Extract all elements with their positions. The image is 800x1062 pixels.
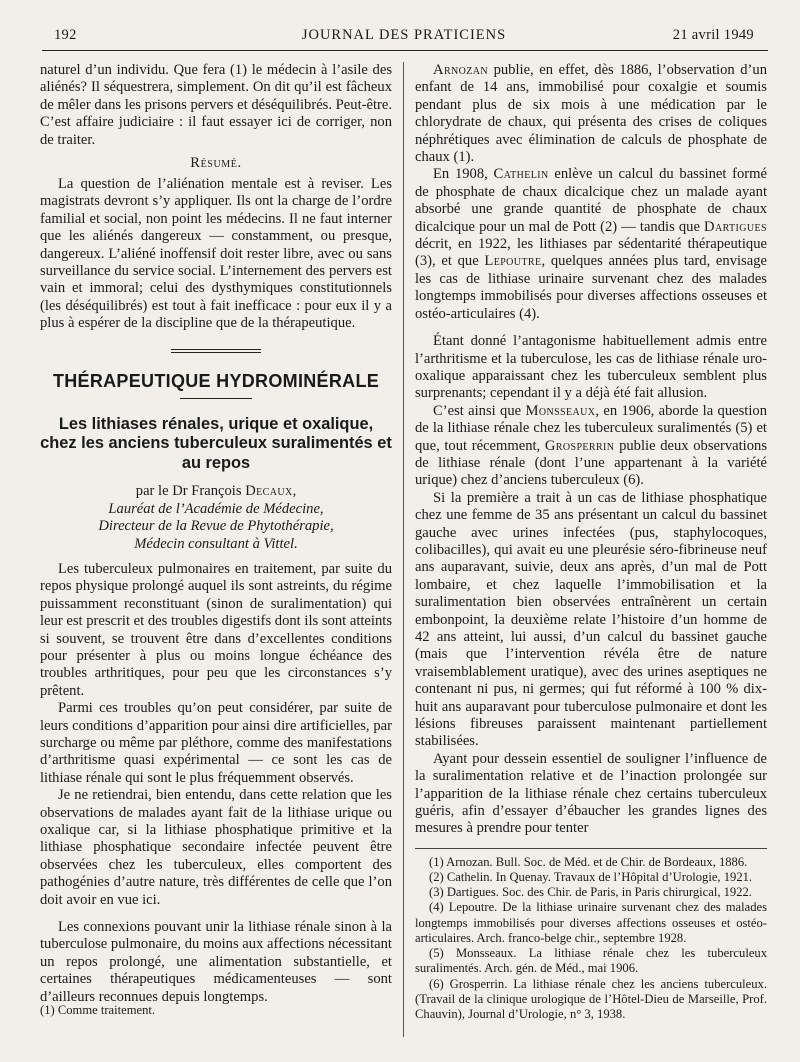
credential-line: Directeur de la Revue de Phytothérapie, xyxy=(98,518,334,535)
header-rule xyxy=(42,50,768,51)
author-credentials xyxy=(40,501,392,553)
footnote: (3) Dartigues. Soc. des Chir. de Paris, in Paris chirurgical, 1922. xyxy=(429,885,752,900)
credential-line: Lauréat de l’Académie de Médecine, xyxy=(108,500,324,517)
footnote: (2) Cathelin. In Quenay. Travaux de l’Hôpital d’Urologie, 1921. xyxy=(429,870,753,885)
byline-suffix: , xyxy=(292,483,297,500)
body-paragraph: Les connexions pouvant unir la lithiase rénale sinon à la tuberculose pulmonaire, du moins aux affections nécessitant un repos prolongé, une alimentation substantielle, et certaines thérapeutiques médicamenteuses — sont d’ailleurs reconnues depuis longtemps. xyxy=(40,919,392,1005)
body-paragraph: C’est ainsi que Monsseaux, en 1906, aborde la question de la lithiase rénale chez les tuberculeux suralimentés (5) et que, tout récemment, Grosperrin publie deux observations de lithiase rénale (dont l’une appartenant à la variété urique) chez d’anciens tuberculeux (6). xyxy=(415,402,767,489)
cited-author: Dartigues xyxy=(704,218,767,235)
page-number: 192 xyxy=(54,27,77,43)
footnote: (5) Monsseaux. La lithiase rénale chez les tuberculeux suralimentés. Arch. gén. de Méd., mai 1906. xyxy=(415,946,767,976)
right-column xyxy=(415,62,767,1022)
body-paragraph: Étant donné l’antagonisme habituellement admis entre l’arthritisme et la tuberculose, les cas de lithiase rénale uro-oxalique apparaissant chez les tuberculeux semblent plus surprenants; cependant il y a déjà été fait allusion. xyxy=(415,333,767,402)
intro-paragraph: naturel d’un individu. Que fera (1) le médecin à l’asile des aliénés? Il séquestrera, simplement. On dit qu’il est fâcheux de mêler dans les prisons pervers et déséquilibrés. Peut-être. C’est affaire judiciaire : il faut essayer ici de corriger, non de traiter. xyxy=(40,62,392,148)
resume-paragraph: La question de l’aliénation mentale est à reviser. Les magistrats devront s’y appliquer. Ils ont la charge de l’ordre familial et social, non point les médecins. Il ne faut interner que les aliénés dangereux — constamment, ou presque, dangereux. L’aliéné inoffensif doit rester libre, avec ou sans surveillance du service social. L’internement des pervers est vain et immoral; celui des dysthymiques constitutionnels (les déséquilibrés) est tout à fait inefficace : pour eux il y a plus à espérer de la discipline que de la thérapeutique. xyxy=(40,176,392,332)
section-title: THÉRAPEUTIQUE HYDROMINÉRALE xyxy=(52,370,380,391)
footnotes xyxy=(415,855,767,1022)
article-title: Les lithiases rénales, urique et oxalique, chez les anciens tuberculeux suralimentés et au repos xyxy=(40,414,392,472)
left-footnote: (1) Comme traitement. xyxy=(40,1003,156,1017)
body-paragraph: Parmi ces troubles qu’on peut considérer, par suite de leurs conditions d’apparition pour ainsi dire artificielles, par surcharge ou même par pléthore, comme des manifestations d’arthritisme quasi expérimental — ce sont les cas de lithiase rénale qui sont le plus fréquemment observés. xyxy=(40,700,392,786)
body-paragraph: Si la première a trait à un cas de lithiase phosphatique chez une femme de 35 ans présentant un calcul du bassinet gauche avec urines infectées (pus, staphylocoques, colibacilles), qui avait eu une pleurésie séro-fibrineuse neuf ans auparavant, suivie, deux ans après, d’un mal de Pott lombaire, et chez laquelle l’immobilisation et la suralimentation bien observées entraînèrent un certain embonpoint, la deuxième relate l’histoire d’un homme de 42 ans atteint, lui aussi, d’un calcul du bassinet gauche (mais que l’intervention révéla être de nature vraisemblablement uratique), avec des urines aseptiques ne contenant ni pus, ni germes; qui fut réformé à 100 % dix-huit ans auparavant pour tuberculose pulmonaire et dont les lésions fibreuses paraissent maintenant partiellement stabilisées. xyxy=(415,489,767,750)
byline xyxy=(40,483,392,501)
section-title-rule xyxy=(180,398,252,399)
cited-author: Cathelin xyxy=(493,166,549,183)
resume-heading: Résumé. xyxy=(190,155,242,172)
body-paragraph: Ayant pour dessein essentiel de souligner l’influence de la suralimentation relative et de l’inaction prolongée sur l’apparition de la lithiase rénale chez certains tuberculeux guéris, afin d’essayer d’ébaucher les grandes lignes des mesures à prendre pour tenter xyxy=(415,750,767,837)
body-paragraph: Les tuberculeux pulmonaires en traitement, par suite du repos physique prolongé auquel ils sont astreints, du régime puissamment reconstituant (sinon de suralimentation) qui leur est prescrit et des troubles digestifs dont ils sont atteints si souvent, se trouvent être dans d’excellentes conditions pour présenter à plus ou moins longue échéance des troubles arthritiques, pour peu que les circonstances s’y prêtent. xyxy=(40,560,392,699)
left-column xyxy=(40,62,392,1006)
body-paragraph: Je ne retiendrai, bien entendu, dans cette relation que les observations de malades ayant fait de la lithiase urique ou oxalique car, si la lithiase phosphatique primitive et la lithiase phosphatique secondaire infectée peuvent être observées chez les tuberculeux, elles comportent des pathogénies d’autre nature, très différentes de celle que l’on doit avoir en vue ici. xyxy=(40,787,392,908)
page-header xyxy=(40,25,768,47)
byline-prefix: par le Dr François xyxy=(135,483,246,500)
cited-author: Grosperrin xyxy=(544,437,615,454)
section-separator xyxy=(171,349,261,353)
cited-author: Lepoutre xyxy=(484,253,542,270)
body-paragraph: Arnozan publie, en effet, dès 1886, l’observation d’un enfant de 14 ans, immobilisé pour coxalgie et soumis pendant plus de six mois à une médication par le chlorydrate de chaux, qui présenta des crises de coliques néphrétiques avec élimination de calculs de phosphate de chaux (1). xyxy=(415,62,767,166)
footnote: (1) Arnozan. Bull. Soc. de Méd. et de Chir. de Bordeaux, 1886. xyxy=(429,854,748,869)
footnote: (6) Grosperrin. La lithiase rénale chez les anciens tuberculeux. (Travail de la clinique urologique de l’Hôtel-Dieu de Marseille, Prof. Chauvin), Journal d’Urologie, n° 3, 1938. xyxy=(415,976,767,1021)
footnote: (4) Lepoutre. De la lithiase urinaire survenant chez des malades longtemps immobilisés pour diverses affections osseuses et ostéo-articulaires. Arch. franco-belge chir., septembre 1928. xyxy=(415,900,767,945)
footnote-rule xyxy=(415,848,767,849)
column-divider xyxy=(403,62,404,1037)
author-name: Decaux xyxy=(245,483,293,500)
issue-date: 21 avril 1949 xyxy=(672,27,754,43)
journal-title: JOURNAL DES PRATICIENS xyxy=(301,27,507,43)
credential-line: Médecin consultant à Vittel. xyxy=(134,535,298,552)
body-paragraph: En 1908, Cathelin enlève un calcul du bassinet formé de phosphate de chaux dicalcique chez un malade ayant absorbé une grande quantité de phosphate de chaux dicalcique pour un mal de Pott (2) — tandis que Dartigues décrit, en 1922, les lithiases par sédentarité thérapeutique (3), et que Lepoutre, quelques années plus tard, envisage les cas de lithiase urinaire survenant chez des malades longtemps immobilisés pour diverses affections osseuses et ostéo-articulaires (4). xyxy=(415,166,767,322)
cited-author: Arnozan xyxy=(433,62,489,78)
cited-author: Monsseaux xyxy=(525,402,596,419)
